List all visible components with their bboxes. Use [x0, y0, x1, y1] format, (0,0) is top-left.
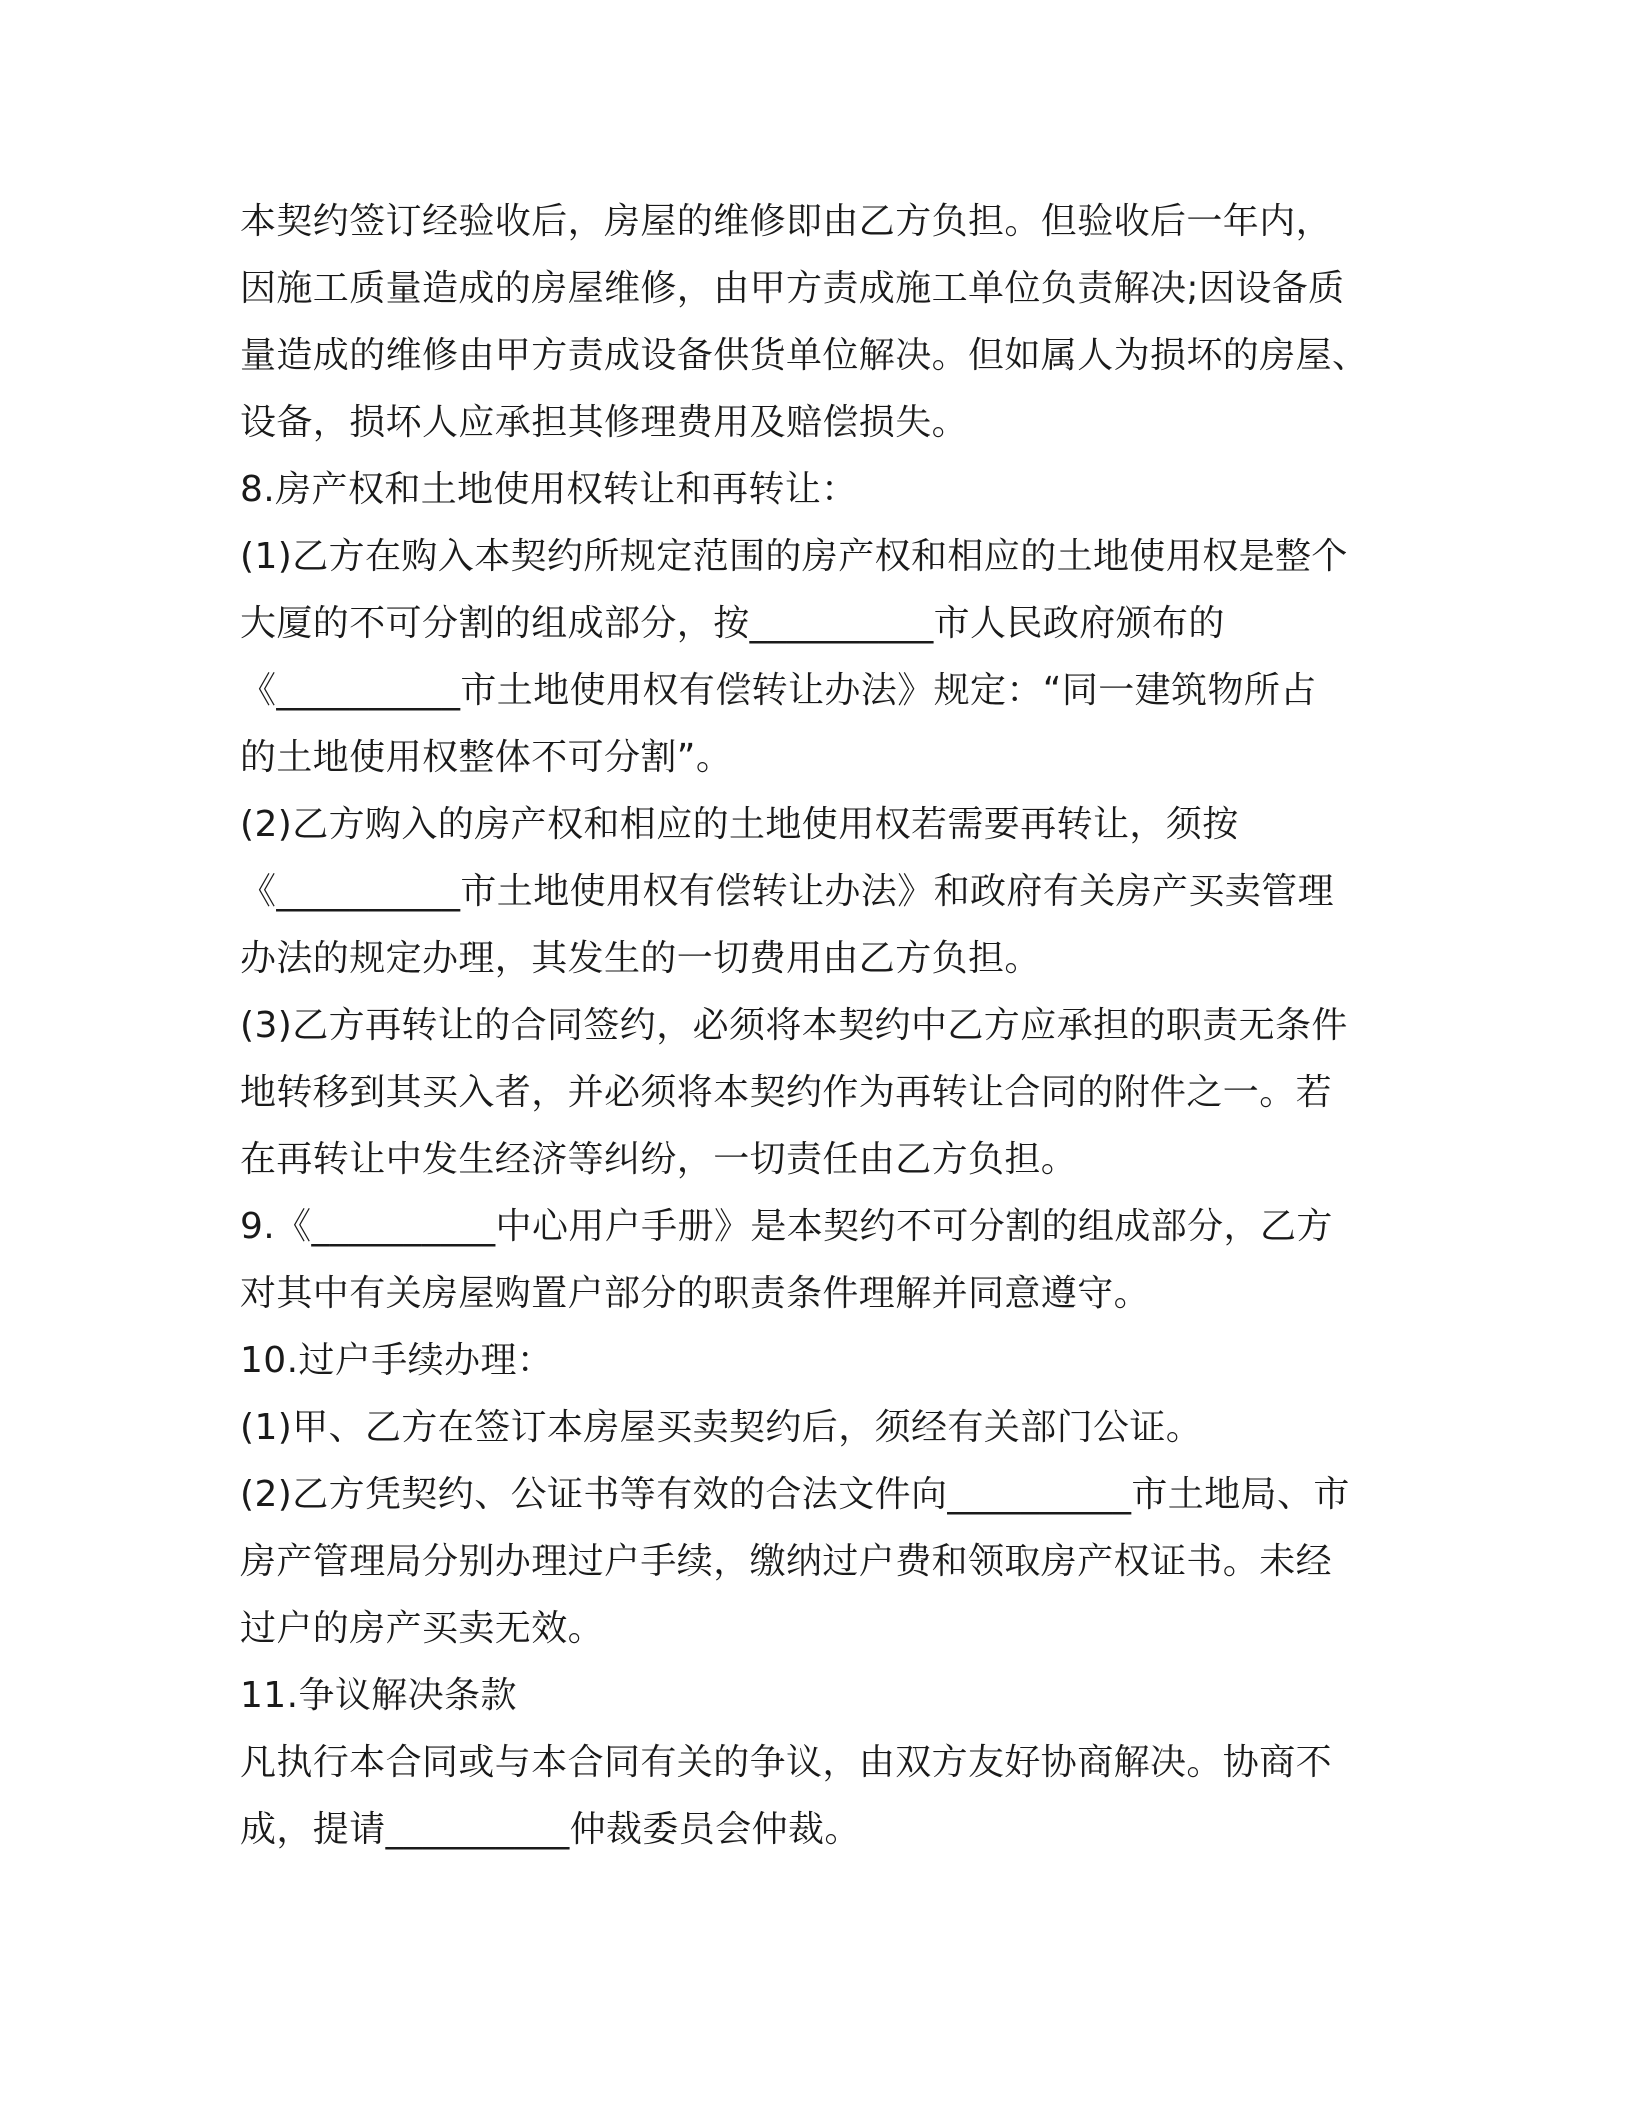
text-line: 《__________市土地使用权有偿转让办法》规定：“同一建筑物所占	[240, 670, 1317, 711]
text-line: (2)乙方购入的房产权和相应的土地使用权若需要再转让，须按	[240, 804, 1239, 845]
text-line: (1)甲、乙方在签订本房屋买卖契约后，须经有关部门公证。	[240, 1407, 1203, 1448]
text-line: 在再转让中发生经济等纠纷，一切责任由乙方负担。	[240, 1139, 1078, 1180]
text-line: 成，提请__________仲裁委员会仲裁。	[240, 1809, 861, 1850]
text-line: 对其中有关房屋购置户部分的职责条件理解并同意遵守。	[240, 1273, 1151, 1314]
text-line: 设备，损坏人应承担其修理费用及赔偿损失。	[240, 402, 969, 443]
text-line: 过户的房产买卖无效。	[240, 1608, 605, 1649]
text-line: 因施工质量造成的房屋维修，由甲方责成施工单位负责解决;因设备质	[240, 268, 1345, 309]
text-line: 凡执行本合同或与本合同有关的争议，由双方友好协商解决。协商不	[240, 1742, 1333, 1783]
text-line: 地转移到其买入者，并必须将本契约作为再转让合同的附件之一。若	[240, 1072, 1333, 1113]
contract-body	[240, 188, 1400, 1863]
text-line: 量造成的维修由甲方责成设备供货单位解决。但如属人为损坏的房屋、	[240, 335, 1369, 376]
text-line: 9.《__________中心用户手册》是本契约不可分割的组成部分，乙方	[240, 1206, 1333, 1247]
text-line: (2)乙方凭契约、公证书等有效的合法文件向__________市土地局、市	[240, 1474, 1350, 1515]
text-line: (1)乙方在购入本契约所规定范围的房产权和相应的土地使用权是整个	[240, 536, 1348, 577]
text-line: 本契约签订经验收后，房屋的维修即由乙方负担。但验收后一年内，	[240, 201, 1333, 242]
section-heading: 10.过户手续办理：	[240, 1340, 554, 1381]
text-line: 的土地使用权整体不可分割”。	[240, 737, 733, 778]
text-line: (3)乙方再转让的合同签约，必须将本契约中乙方应承担的职责无条件	[240, 1005, 1348, 1046]
section-heading: 11.争议解决条款	[240, 1675, 517, 1716]
text-line: 《__________市土地使用权有偿转让办法》和政府有关房产买卖管理	[240, 871, 1335, 912]
text-line: 大厦的不可分割的组成部分，按__________市人民政府颁布的	[240, 603, 1225, 644]
text-line: 房产管理局分别办理过户手续，缴纳过户费和领取房产权证书。未经	[240, 1541, 1333, 1582]
section-heading: 8.房产权和土地使用权转让和再转让：	[240, 469, 858, 510]
text-line: 办法的规定办理，其发生的一切费用由乙方负担。	[240, 938, 1041, 979]
